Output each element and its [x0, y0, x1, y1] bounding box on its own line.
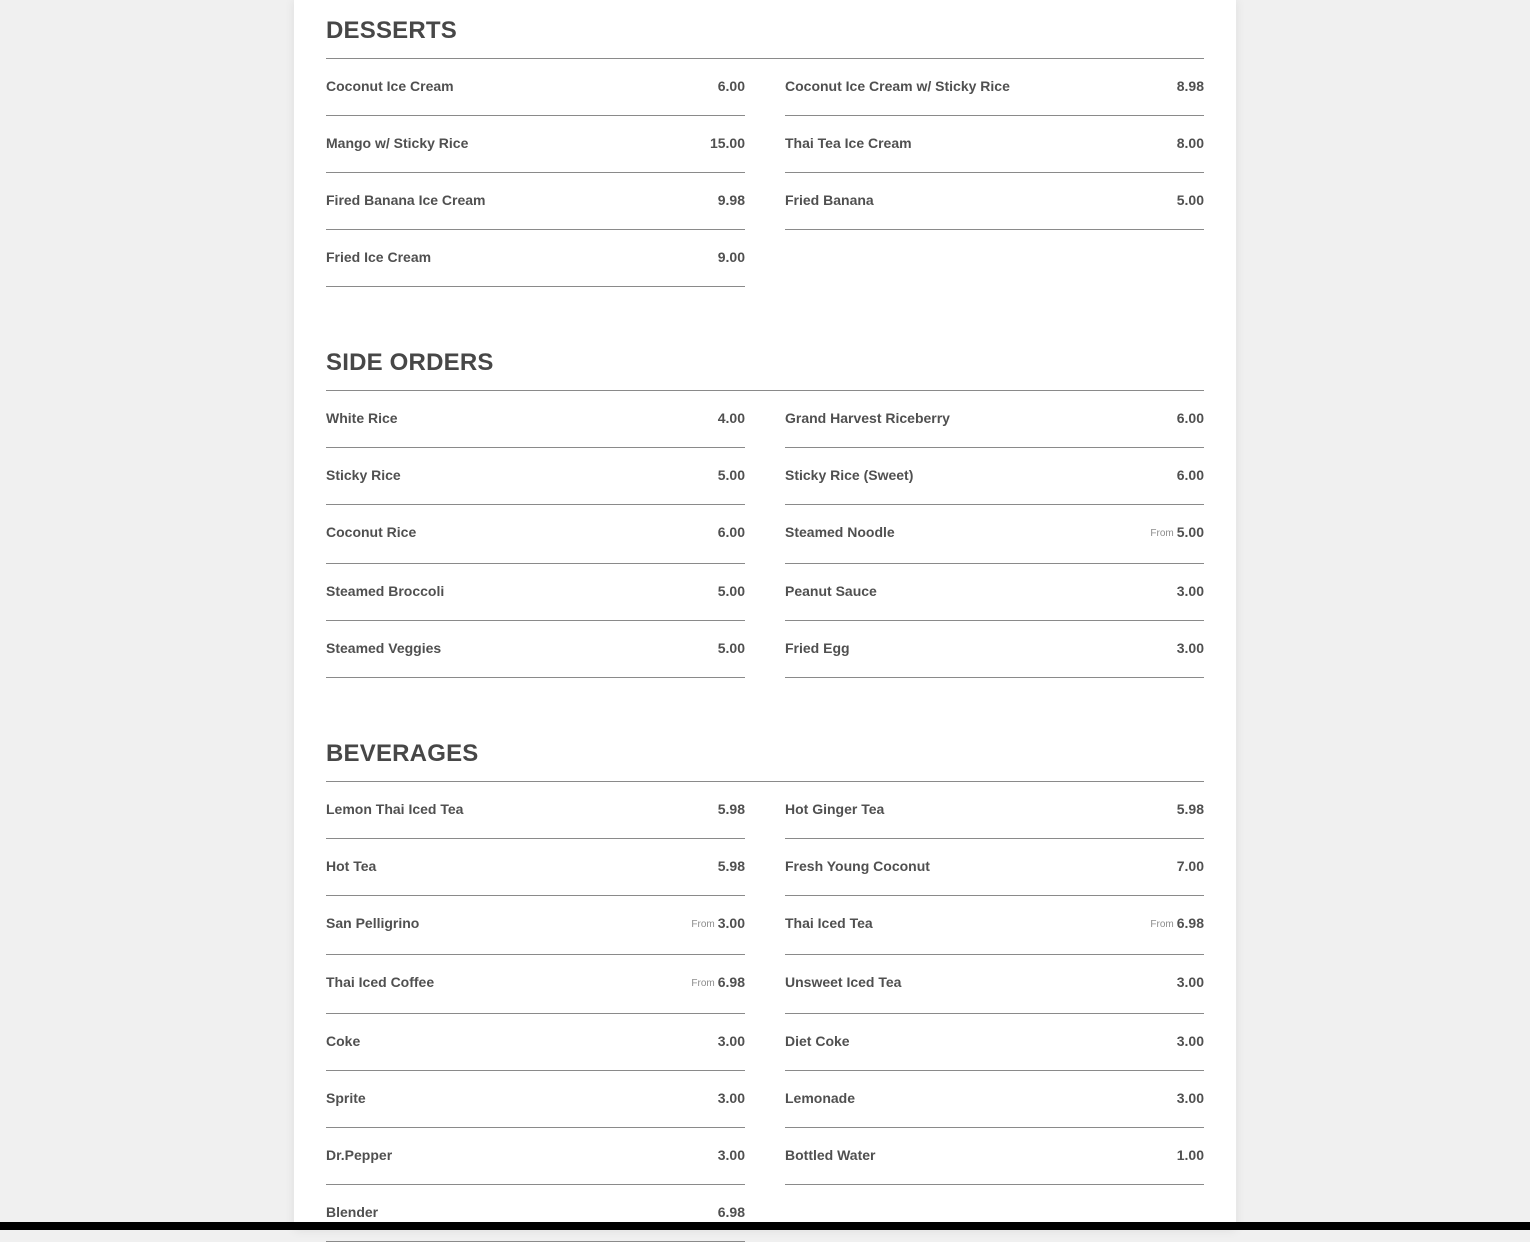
menu-item[interactable]: [785, 1014, 1204, 1071]
item-price: 6.00: [717, 78, 745, 94]
menu-grid: [326, 59, 1204, 287]
item-name: Fried Egg: [785, 640, 850, 656]
item-name: Thai Iced Tea: [785, 915, 873, 931]
menu-item[interactable]: [785, 116, 1204, 173]
item-price: 6.98: [717, 974, 745, 990]
item-price: 6.98: [1176, 915, 1204, 931]
item-price: 7.00: [1176, 858, 1204, 874]
menu-item[interactable]: [326, 1128, 745, 1185]
item-price: 5.00: [1176, 524, 1204, 540]
item-name: Sprite: [326, 1090, 366, 1106]
item-name: Steamed Noodle: [785, 524, 895, 540]
item-price: 5.00: [717, 640, 745, 656]
menu-item[interactable]: [785, 955, 1204, 1014]
section-beverages: [326, 723, 1204, 1242]
item-name: Diet Coke: [785, 1033, 850, 1049]
section-desserts: [326, 0, 1204, 287]
item-price: 3.00: [1176, 583, 1204, 599]
menu-item[interactable]: [326, 59, 745, 116]
item-price: 6.00: [717, 524, 745, 540]
item-price: 3.00: [717, 1090, 745, 1106]
item-price: 5.98: [717, 801, 745, 817]
section-title: BEVERAGES: [326, 723, 1204, 782]
section-title: DESSERTS: [326, 0, 1204, 59]
item-name: Lemon Thai Iced Tea: [326, 801, 464, 817]
item-name: Fresh Young Coconut: [785, 858, 930, 874]
item-name: Grand Harvest Riceberry: [785, 410, 950, 426]
item-name: Lemonade: [785, 1090, 856, 1106]
menu-item[interactable]: [785, 59, 1204, 116]
menu-item[interactable]: [326, 116, 745, 173]
item-price: 6.98: [717, 1204, 745, 1220]
item-price: 5.98: [1176, 801, 1204, 817]
menu-item[interactable]: [326, 1185, 745, 1242]
item-price: 9.00: [717, 249, 745, 265]
item-price: 3.00: [1176, 1033, 1204, 1049]
menu-item[interactable]: [785, 896, 1204, 955]
from-label: From: [691, 919, 715, 930]
item-name: Hot Tea: [326, 858, 377, 874]
item-price: 3.00: [1176, 1090, 1204, 1106]
menu-item[interactable]: [326, 505, 745, 564]
item-name: San Pelligrino: [326, 915, 420, 931]
menu-item[interactable]: [326, 782, 745, 839]
menu-item[interactable]: [785, 448, 1204, 505]
item-price: 5.00: [717, 583, 745, 599]
item-name: Coconut Ice Cream: [326, 78, 454, 94]
item-name: Sticky Rice (Sweet): [785, 467, 914, 483]
item-price: 9.98: [717, 192, 745, 208]
item-name: Fired Banana Ice Cream: [326, 192, 486, 208]
item-price: 3.00: [1176, 640, 1204, 656]
menu-item[interactable]: [326, 173, 745, 230]
menu-item[interactable]: [326, 621, 745, 678]
item-name: Thai Iced Coffee: [326, 974, 435, 990]
menu-grid: [326, 782, 1204, 1242]
item-name: Bottled Water: [785, 1147, 876, 1163]
item-name: Coconut Ice Cream w/ Sticky Rice: [785, 78, 1010, 94]
item-name: White Rice: [326, 410, 398, 426]
menu-item[interactable]: [326, 391, 745, 448]
menu-item[interactable]: [326, 1071, 745, 1128]
menu-item[interactable]: [785, 1071, 1204, 1128]
menu-item[interactable]: [326, 839, 745, 896]
menu-item[interactable]: [326, 955, 745, 1014]
menu-item[interactable]: [785, 621, 1204, 678]
from-label: From: [691, 978, 715, 989]
item-name: Steamed Veggies: [326, 640, 442, 656]
item-price: 3.00: [717, 1033, 745, 1049]
item-price: 1.00: [1176, 1147, 1204, 1163]
bottom-bar: [0, 1222, 1530, 1230]
item-name: Hot Ginger Tea: [785, 801, 885, 817]
menu-grid: [326, 391, 1204, 678]
item-name: Peanut Sauce: [785, 583, 877, 599]
item-name: Thai Tea Ice Cream: [785, 135, 912, 151]
menu-item[interactable]: [785, 505, 1204, 564]
section-title: SIDE ORDERS: [326, 332, 1204, 391]
item-price: 6.00: [1176, 410, 1204, 426]
item-price: 5.00: [717, 467, 745, 483]
menu-item[interactable]: [326, 564, 745, 621]
menu-item[interactable]: [785, 782, 1204, 839]
menu-item[interactable]: [326, 230, 745, 287]
menu-item[interactable]: [326, 448, 745, 505]
menu-item[interactable]: [785, 173, 1204, 230]
menu-item[interactable]: [326, 896, 745, 955]
item-name: Sticky Rice: [326, 467, 401, 483]
item-name: Coke: [326, 1033, 361, 1049]
item-price: 8.98: [1176, 78, 1204, 94]
item-price: 8.00: [1176, 135, 1204, 151]
item-price: 3.00: [1176, 974, 1204, 990]
item-price: 6.00: [1176, 467, 1204, 483]
item-name: Fried Banana: [785, 192, 874, 208]
item-name: Blender: [326, 1204, 379, 1220]
item-price: 3.00: [717, 1147, 745, 1163]
item-name: Mango w/ Sticky Rice: [326, 135, 469, 151]
item-name: Coconut Rice: [326, 524, 417, 540]
item-name: Steamed Broccoli: [326, 583, 445, 599]
menu-item[interactable]: [785, 564, 1204, 621]
from-label: From: [1150, 919, 1174, 930]
menu-item[interactable]: [785, 391, 1204, 448]
item-price: 5.98: [717, 858, 745, 874]
section-side-orders: [326, 332, 1204, 678]
item-name: Dr.Pepper: [326, 1147, 393, 1163]
item-price: 15.00: [709, 135, 745, 151]
menu-item[interactable]: [326, 1014, 745, 1071]
item-price: 5.00: [1176, 192, 1204, 208]
item-name: Unsweet Iced Tea: [785, 974, 902, 990]
from-label: From: [1150, 528, 1174, 539]
menu-page: [294, 0, 1236, 1230]
item-price: 4.00: [717, 410, 745, 426]
item-name: Fried Ice Cream: [326, 249, 432, 265]
menu-item[interactable]: [785, 1128, 1204, 1185]
menu-item[interactable]: [785, 839, 1204, 896]
item-price: 3.00: [717, 915, 745, 931]
